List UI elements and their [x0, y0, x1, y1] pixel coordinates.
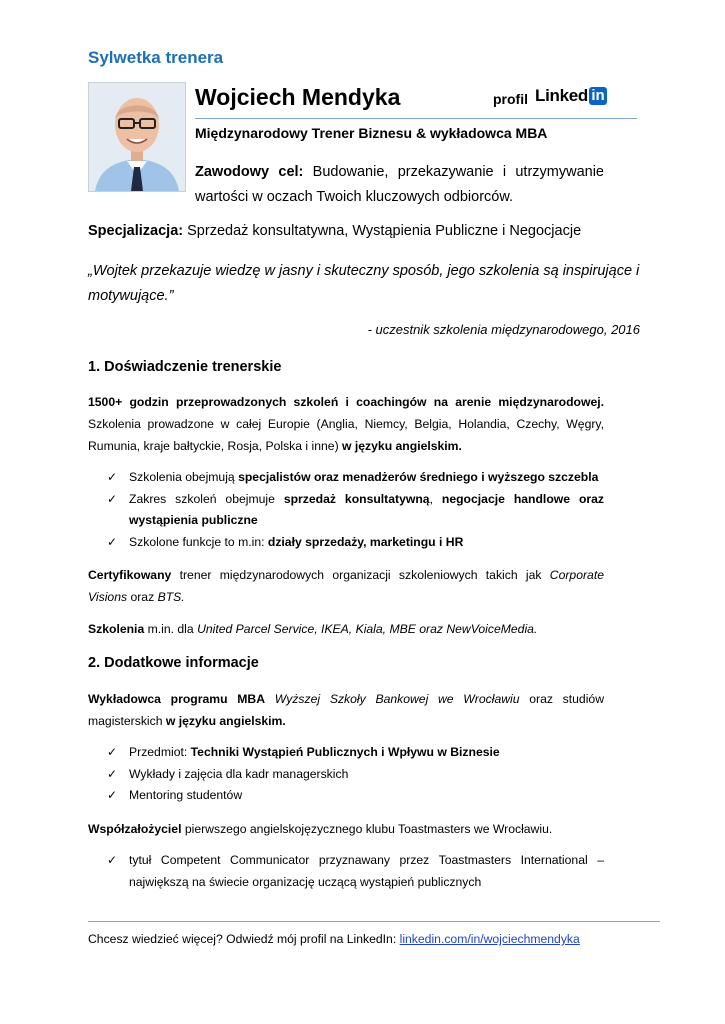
footer-divider	[88, 921, 660, 922]
linkedin-profile-link[interactable]: linkedin.com/in/wojciechmendyka	[399, 932, 580, 946]
trainer-photo	[88, 82, 186, 192]
testimonial-quote: „Wojtek przekazuje wiedzę w jasny i skuteczny sposób, jego szkolenia są inspirujące i motywujące.”	[88, 263, 640, 304]
list-item-text: Wykłady i zajęcia dla kadr managerskich	[129, 766, 349, 781]
clients-list: United Parcel Service, IKEA, Kiala, MBE oraz NewVoiceMedia.	[197, 622, 538, 636]
list-item-text: Zakres szkoleń obejmuje	[129, 491, 284, 506]
mba-paragraph	[88, 688, 604, 732]
cofounder-text: pierwszego angielskojęzycznego klubu Toastmasters we Wrocławiu.	[181, 822, 553, 836]
linkedin-logo[interactable]	[535, 86, 607, 106]
list-item	[107, 489, 604, 532]
section-heading-experience: 1. Doświadczenie trenerskie	[88, 359, 282, 375]
linkedin-icon: in	[589, 87, 607, 105]
hours-bold-language: w języku angielskim.	[342, 439, 462, 453]
profil-label: profil	[493, 91, 528, 107]
cofounder-bold: Współzałożyciel	[88, 822, 182, 836]
trainer-name: Wojciech Mendyka	[195, 84, 401, 110]
footer	[88, 932, 580, 946]
list-item-text: ,	[429, 491, 442, 506]
clients-paragraph	[88, 618, 537, 640]
mba-text: oraz studiów magisterskich	[88, 692, 604, 728]
section-title: Sylwetka trenera	[88, 48, 224, 67]
mba-bold: Wykładowca programu MBA	[88, 692, 266, 706]
list-item-bold: sprzedaż konsultatywną	[283, 491, 430, 506]
cofounder-paragraph	[88, 818, 552, 840]
list-item	[107, 850, 604, 893]
experience-paragraph	[88, 391, 604, 457]
list-item-text: Szkolone funkcje to m.in:	[129, 534, 268, 549]
check-icon: ✓	[107, 745, 118, 759]
list-item-bold: specjalistów oraz menadżerów średniego i wyższego szczebla	[238, 470, 599, 484]
spec-text: Sprzedaż konsultatywna, Wystąpienia Publiczne i Negocjacje	[183, 223, 582, 239]
spec-label: Specjalizacja:	[88, 223, 184, 239]
header-divider	[195, 118, 637, 119]
mba-bold-language: w języku angielskim.	[165, 714, 286, 728]
list-item-text: Szkolenia obejmują	[129, 470, 239, 484]
toastmasters-list	[107, 850, 604, 893]
linkedin-logo-text: Linked	[535, 86, 588, 105]
testimonial-author: - uczestnik szkolenia międzynarodowego, 2016	[367, 322, 640, 337]
list-item	[107, 764, 604, 786]
section-heading-additional: 2. Dodatkowe informacje	[88, 655, 259, 671]
list-item-text: Mentoring studentów	[129, 788, 243, 802]
list-item-text: tytuł Competent Communicator przyznawany przez Toastmasters International – największą na świecie organizację uczącą wystąpień publicznych	[129, 853, 604, 889]
hours-bold: 1500+ godzin przeprowadzonych szkoleń i coachingów na arenie międzynarodowej.	[88, 395, 604, 409]
goal-label: Zawodowy cel:	[195, 164, 304, 180]
cert-org-2: BTS.	[157, 590, 185, 604]
professional-goal	[195, 160, 604, 210]
experience-list	[107, 467, 604, 553]
footer-text: Chcesz wiedzieć więcej? Odwiedź mój profil na LinkedIn:	[88, 932, 400, 946]
check-icon: ✓	[107, 766, 118, 781]
clients-text: m.in. dla	[144, 622, 198, 636]
cert-org-1: Corporate Visions	[88, 568, 604, 604]
list-item-bold: negocjacje handlowe oraz wystąpienia publiczne	[129, 491, 605, 527]
cert-bold: Certyfikowany	[88, 568, 172, 582]
mba-list	[107, 742, 604, 807]
mba-school: Wyższej Szkoły Bankowej we Wrocławiu	[265, 692, 520, 706]
hours-text: Szkolenia prowadzone w całej Europie (Anglia, Niemcy, Belgia, Holandia, Czechy, Węgry, Rumunia, kraje bałtyckie, Rosja, Polska i inne)	[88, 417, 604, 453]
certification-paragraph	[88, 564, 604, 608]
list-item-bold: Techniki Wystąpień Publicznych i Wpływu w Biznesie	[190, 745, 500, 759]
list-item-text: Przedmiot:	[129, 745, 191, 759]
trainer-subtitle: Międzynarodowy Trener Biznesu & wykładowca MBA	[195, 125, 548, 141]
check-icon: ✓	[107, 491, 118, 506]
list-item	[107, 467, 604, 489]
list-item-bold: działy sprzedaży, marketingu i HR	[267, 534, 464, 549]
check-icon: ✓	[107, 470, 118, 484]
check-icon: ✓	[107, 853, 118, 867]
list-item	[107, 742, 604, 764]
check-icon: ✓	[107, 788, 118, 802]
cert-and: oraz	[127, 590, 158, 604]
goal-text: Budowanie, przekazywanie i utrzymywanie wartości w oczach Twoich kluczowych odbiorców.	[195, 164, 604, 205]
specialization	[88, 223, 581, 239]
portrait-image	[89, 83, 185, 191]
check-icon: ✓	[107, 534, 118, 549]
clients-bold: Szkolenia	[88, 622, 145, 636]
cert-text: trener międzynarodowych organizacji szkoleniowych takich jak	[171, 568, 550, 582]
list-item	[107, 532, 604, 554]
list-item	[107, 785, 604, 807]
